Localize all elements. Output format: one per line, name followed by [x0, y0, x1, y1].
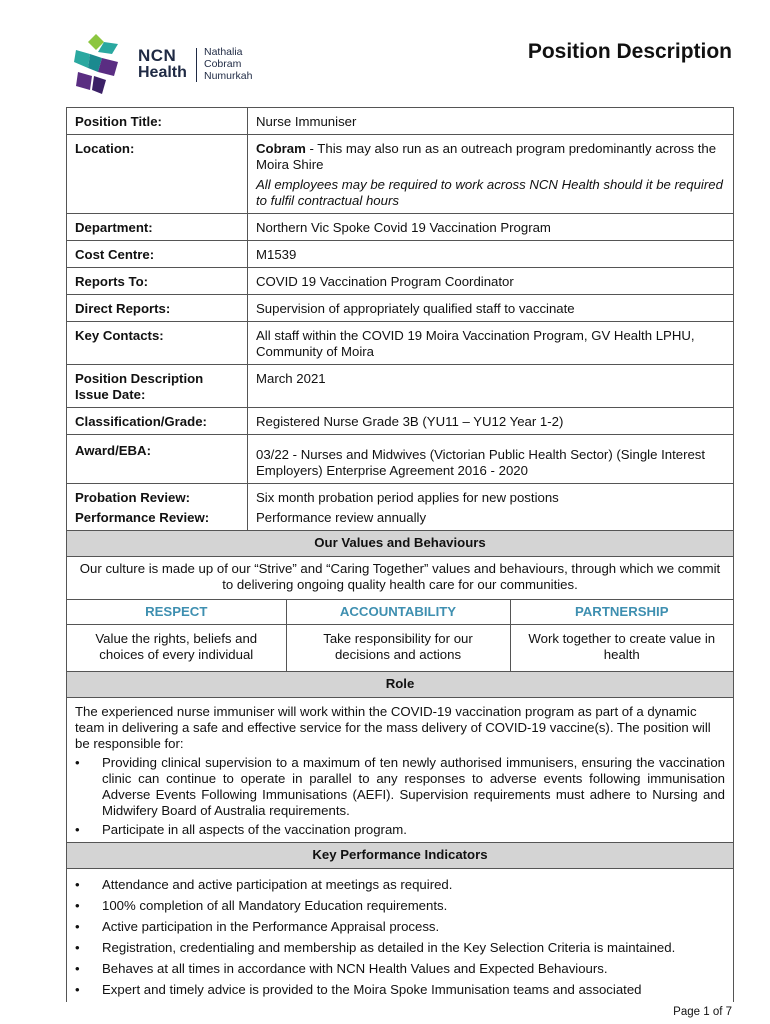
- values-titles: [67, 600, 733, 625]
- value-text-accountability: Take responsibility for our decisions and actions: [286, 625, 510, 672]
- role-body: [67, 698, 734, 843]
- row-position-title: [67, 108, 734, 135]
- label-issue-date: Position Description Issue Date:: [67, 365, 248, 408]
- logo-brand-health: Health: [138, 64, 187, 81]
- role-list: [75, 755, 725, 838]
- page-number: Page 1 of 7: [673, 1006, 732, 1018]
- logo-mark-icon: [68, 32, 130, 98]
- row-award: [67, 435, 734, 484]
- value-title-accountability: ACCOUNTABILITY: [286, 600, 510, 625]
- value-award: 03/22 - Nurses and Midwives (Victorian Public Health Sector) (Single Interest Employers) Enterprise Agreement 2016 - 2020: [248, 435, 734, 484]
- value-title-respect: RESPECT: [67, 600, 286, 625]
- value-key-contacts: All staff within the COVID 19 Moira Vaccination Program, GV Health LPHU, Community of Moira: [248, 322, 734, 365]
- row-department: [67, 214, 734, 241]
- ncn-health-logo: [68, 32, 288, 100]
- label-reviews: [67, 484, 248, 531]
- value-classification: Registered Nurse Grade 3B (YU11 – YU12 Year 1-2): [248, 408, 734, 435]
- role-heading: Role: [67, 672, 734, 698]
- row-kpi-heading: [67, 843, 734, 869]
- label-cost-centre: Cost Centre:: [67, 241, 248, 268]
- value-department: Northern Vic Spoke Covid 19 Vaccination Program: [248, 214, 734, 241]
- row-values-intro: [67, 557, 734, 600]
- row-reports-to: [67, 268, 734, 295]
- row-classification: [67, 408, 734, 435]
- logo-divider: [196, 48, 197, 82]
- values-descriptions: [67, 625, 733, 672]
- page-title: Position Description: [527, 40, 732, 63]
- location-bold: Cobram: [256, 141, 306, 156]
- list-item: • Providing clinical supervision to a maximum of ten newly authorised immunisers, ensuring the vaccination clinic can continue to operate in parallel to any responses to adverse events following immunisation Adverse Events Following Immunisations (AEFI). Supervision requirements must adhere to Nursing and Midwifery Board of Australia requirements.: [75, 755, 725, 819]
- value-location: [248, 135, 734, 214]
- value-cost-centre: M1539: [248, 241, 734, 268]
- kpi-body: [67, 869, 734, 1003]
- list-item: • Attendance and active participation at meetings as required.: [75, 877, 725, 893]
- row-key-contacts: [67, 322, 734, 365]
- label-award: Award/EBA:: [67, 435, 248, 484]
- value-reviews: [248, 484, 734, 531]
- row-role-heading: [67, 672, 734, 698]
- label-direct-reports: Direct Reports:: [67, 295, 248, 322]
- location-rest: - This may also run as an outreach program predominantly across the Moira Shire: [256, 141, 717, 172]
- label-classification: Classification/Grade:: [67, 408, 248, 435]
- list-item: • Active participation in the Performance Appraisal process.: [75, 919, 725, 935]
- value-performance: Performance review annually: [256, 510, 427, 525]
- label-reports-to: Reports To:: [67, 268, 248, 295]
- row-values-grid: [67, 600, 734, 672]
- values-grid-cell: [67, 600, 734, 672]
- row-kpi-body: [67, 869, 734, 1003]
- value-text-partnership: Work together to create value in health: [510, 625, 733, 672]
- list-item: • Participate in all aspects of the vaccination program.: [75, 822, 725, 838]
- list-item: • Expert and timely advice is provided to the Moira Spoke Immunisation teams and associated: [75, 982, 725, 998]
- label-key-contacts: Key Contacts:: [67, 322, 248, 365]
- row-location: [67, 135, 734, 214]
- values-heading: Our Values and Behaviours: [67, 531, 734, 557]
- logo-town-cobram: Cobram: [204, 58, 242, 70]
- value-probation: Six month probation period applies for new postions: [256, 490, 559, 505]
- row-cost-centre: [67, 241, 734, 268]
- label-performance: Performance Review:: [75, 510, 210, 525]
- list-item: • Registration, credentialing and membership as detailed in the Key Selection Criteria is maintained.: [75, 940, 725, 956]
- values-grid: [67, 600, 733, 671]
- label-probation: Probation Review:: [75, 490, 191, 505]
- value-direct-reports: Supervision of appropriately qualified staff to vaccinate: [248, 295, 734, 322]
- row-issue-date: [67, 365, 734, 408]
- row-role-body: [67, 698, 734, 843]
- role-intro: The experienced nurse immuniser will work within the COVID-19 vaccination program as part of a dynamic team in delivering a safe and effective service for the mass delivery of COVID-19 vaccine(s). The position will be responsible for:: [75, 704, 711, 751]
- page-header: [0, 0, 770, 100]
- values-intro: Our culture is made up of our “Strive” and “Caring Together” values and behaviours, through which we commit to delivering ongoing quality health care for our communities.: [67, 557, 734, 600]
- kpi-heading: Key Performance Indicators: [67, 843, 734, 869]
- value-issue-date: March 2021: [248, 365, 734, 408]
- logo-brand-ncn: NCN: [138, 46, 177, 65]
- label-department: Department:: [67, 214, 248, 241]
- location-text: [256, 141, 725, 173]
- list-item: • 100% completion of all Mandatory Education requirements.: [75, 898, 725, 914]
- row-reviews: [67, 484, 734, 531]
- logo-town-numurkah: Numurkah: [204, 70, 253, 82]
- value-position-title: Nurse Immuniser: [248, 108, 734, 135]
- label-location: Location:: [67, 135, 248, 214]
- value-reports-to: COVID 19 Vaccination Program Coordinator: [248, 268, 734, 295]
- list-item: • Behaves at all times in accordance with NCN Health Values and Expected Behaviours.: [75, 961, 725, 977]
- location-note: All employees may be required to work across NCN Health should it be required to fulfil contractual hours: [256, 177, 723, 208]
- label-position-title: Position Title:: [67, 108, 248, 135]
- position-description-table: [66, 107, 734, 1002]
- kpi-list: [75, 877, 725, 998]
- value-text-respect: Value the rights, beliefs and choices of every individual: [95, 631, 258, 662]
- row-direct-reports: [67, 295, 734, 322]
- logo-town-nathalia: Nathalia: [204, 46, 243, 58]
- value-title-partnership: PARTNERSHIP: [510, 600, 733, 625]
- row-values-heading: [67, 531, 734, 557]
